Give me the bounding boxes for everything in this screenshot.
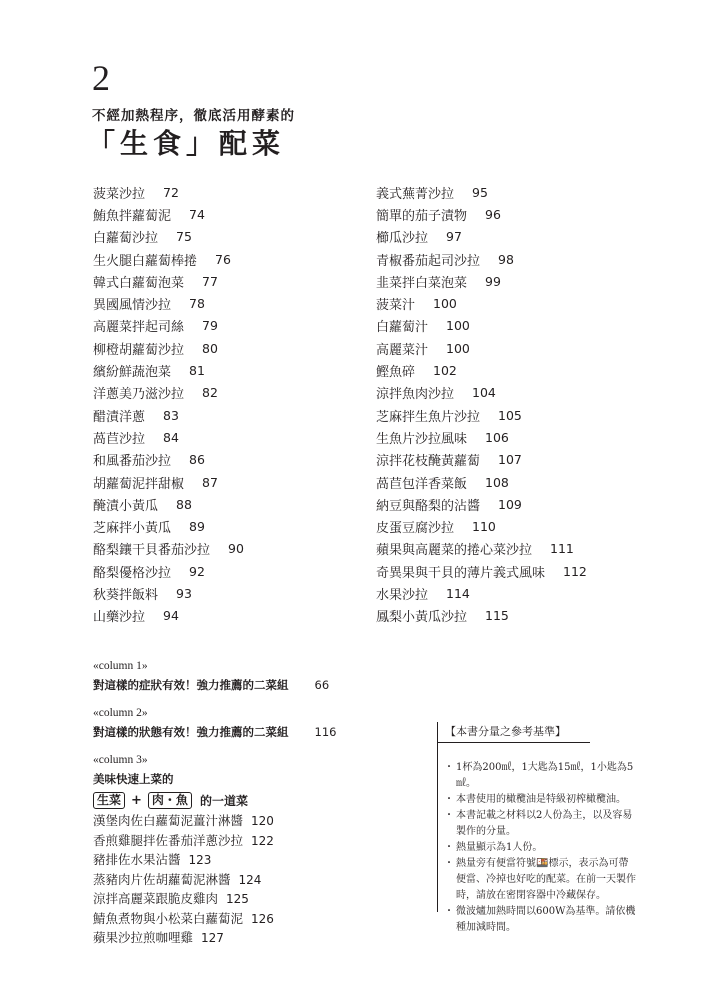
column-3-item — [93, 870, 403, 890]
column-3-line1: 美味快速上菜的 — [93, 772, 174, 786]
toc-entry — [93, 471, 244, 493]
column-3-item-page: 126 — [251, 911, 274, 926]
toc-entry-page: 96 — [485, 206, 501, 222]
toc-entry-title: 和風番茄沙拉 — [93, 454, 172, 470]
toc-entry — [376, 337, 587, 359]
notes-box — [437, 722, 643, 933]
toc-entry-page: 77 — [202, 273, 218, 289]
toc-entry-page: 86 — [189, 452, 205, 468]
toc-entry — [93, 359, 244, 381]
column-3-item-title: 涼拌高麗菜跟脆皮雞肉 — [93, 891, 219, 906]
toc-entry-title: 山藥沙拉 — [93, 610, 146, 626]
toc-entry — [376, 203, 587, 225]
column-3-item-page: 120 — [251, 814, 274, 828]
toc-entry-page: 106 — [485, 429, 509, 445]
toc-entry-title: 鳳梨小黃瓜沙拉 — [376, 610, 468, 626]
notes-list — [456, 760, 638, 936]
column-3-item-page: 125 — [226, 892, 249, 906]
column-1-page: 66 — [314, 678, 330, 692]
toc-entry-title: 萵苣包洋香菜飯 — [376, 476, 468, 492]
column-3-item-page: 123 — [188, 853, 212, 867]
column-3-item — [93, 928, 403, 948]
toc-entry-page: 75 — [176, 229, 192, 245]
note-item: ・ 熱量旁有便當符號🍱標示，表示為可帶便當、冷掉也好吃的配菜。在前一天製作時，請放在密閉容器中冷藏保存。 — [456, 856, 638, 904]
toc-entry-title: 萵苣沙拉 — [93, 431, 146, 447]
toc-entry-title: 鮪魚拌蘿蔔泥 — [93, 208, 172, 224]
column-3-combo — [93, 789, 403, 811]
toc-entry — [376, 226, 587, 248]
toc-entry-title: 皮蛋豆腐沙拉 — [376, 521, 455, 537]
toc-entry — [93, 181, 244, 203]
toc-entry-title: 納豆與酪梨的沾醬 — [376, 498, 481, 514]
column-1-label: «column 1» — [93, 660, 148, 672]
notes-rule — [438, 742, 590, 743]
toc-left-column — [93, 181, 244, 627]
toc-entry-page: 95 — [472, 184, 488, 200]
toc-entry-title: 異國風情沙拉 — [93, 298, 172, 314]
toc-entry — [376, 515, 587, 537]
toc-entry — [93, 560, 244, 582]
toc-entry-title: 洋蔥美乃滋沙拉 — [93, 387, 185, 403]
column-3-label: «column 3» — [93, 754, 148, 766]
toc-entry-page: 74 — [189, 206, 205, 222]
column-3-item-title: 豬排佐水果沾醬 — [93, 852, 181, 867]
column-3-item-page: 122 — [251, 833, 274, 848]
column-1-heading — [93, 675, 403, 695]
toc-entry — [93, 248, 244, 270]
toc-entry — [376, 605, 587, 627]
note-item: ・ 本書記載之材料以2人份為主，以及容易製作的分量。 — [456, 808, 638, 840]
meat-fish-box: 肉・魚 — [148, 792, 192, 809]
column-2-heading — [93, 722, 403, 742]
toc-entry-title: 青椒番茄起司沙拉 — [376, 253, 481, 269]
toc-entry-title: 柳橙胡蘿蔔沙拉 — [93, 342, 185, 358]
column-3-item — [93, 850, 403, 870]
chapter-subtitle: 不經加熱程序，徹底活用酵素的 — [92, 108, 295, 124]
toc-entry-title: 菠菜汁 — [376, 298, 416, 314]
toc-entry — [93, 270, 244, 292]
toc-entry — [376, 181, 587, 203]
raw-veg-box: 生菜 — [93, 792, 125, 809]
note-item: ・ 微波爐加熱時間以600W為基準。請依機種加減時間。 — [456, 904, 638, 936]
column-3-item — [93, 831, 403, 851]
toc-entry-page: 110 — [472, 519, 496, 535]
note-item: ・ 1杯為200㎖，1大匙為15㎖，1小匙為5㎖。 — [456, 760, 638, 792]
column-2-title: 對這樣的狀態有效！強力推薦的二菜組 — [93, 725, 289, 739]
note-item: ・ 熱量顯示為1人份。 — [456, 840, 638, 856]
toc-entry-page: 92 — [189, 563, 205, 579]
toc-entry — [376, 538, 587, 560]
toc-entry-page: 79 — [202, 318, 218, 334]
toc-entry — [376, 359, 587, 381]
toc-entry — [93, 515, 244, 537]
toc-entry-title: 醋漬洋蔥 — [93, 409, 146, 425]
toc-entry — [376, 426, 587, 448]
toc-entry-page: 93 — [176, 585, 192, 601]
toc-entry-page: 112 — [563, 563, 587, 579]
toc-entry-title: 高麗菜汁 — [376, 342, 429, 358]
toc-entry — [376, 315, 587, 337]
toc-entry-title: 秋葵拌飯料 — [93, 587, 159, 603]
column-3-item — [93, 909, 403, 929]
toc-entry — [93, 605, 244, 627]
toc-entry — [376, 560, 587, 582]
toc-entry — [93, 315, 244, 337]
toc-entry-title: 義式蕪菁沙拉 — [376, 186, 455, 202]
toc-entry — [93, 382, 244, 404]
toc-entry-page: 114 — [446, 585, 470, 601]
toc-entry-page: 108 — [485, 474, 509, 490]
toc-entry-title: 繽紛鮮蔬泡菜 — [93, 365, 172, 381]
toc-entry-page: 78 — [189, 296, 205, 312]
toc-entry-title: 酪梨優格沙拉 — [93, 565, 172, 581]
toc-entry-title: 白蘿蔔汁 — [376, 320, 429, 336]
toc-entry — [93, 203, 244, 225]
column-3-item-title: 漢堡肉佐白蘿蔔泥薑汁淋醬 — [93, 813, 244, 828]
toc-entry-page: 82 — [202, 385, 218, 401]
toc-entry-page: 94 — [163, 608, 179, 624]
toc-entry-title: 生火腿白蘿蔔棒捲 — [93, 253, 198, 269]
toc-entry-page: 107 — [498, 452, 522, 468]
toc-entry — [376, 248, 587, 270]
toc-entry-page: 105 — [498, 407, 522, 423]
toc-entry-title: 醃漬小黃瓜 — [93, 498, 159, 514]
toc-entry — [93, 337, 244, 359]
toc-entry-page: 72 — [163, 184, 179, 200]
notes-title: 【本書分量之參考基準】 — [445, 725, 566, 738]
toc-entry-title: 酪梨鑲干貝番茄沙拉 — [93, 543, 211, 559]
column-3-items — [93, 811, 403, 948]
toc-entry-title: 韭菜拌白菜泡菜 — [376, 275, 468, 291]
toc-right-column — [376, 181, 587, 627]
toc-entry-page: 87 — [202, 474, 218, 490]
toc-entry-title: 高麗菜拌起司絲 — [93, 320, 185, 336]
toc-entry — [93, 226, 244, 248]
toc-entry-title: 水果沙拉 — [376, 587, 429, 603]
toc-entry — [376, 582, 587, 604]
toc-entry-title: 涼拌花枝醃黃蘿蔔 — [376, 454, 481, 470]
toc-entry-page: 111 — [550, 541, 574, 557]
column-3-item-title: 鯖魚煮物與小松菜白蘿蔔泥 — [93, 910, 244, 926]
chapter-number: 2 — [92, 58, 110, 98]
toc-entry-title: 涼拌魚肉沙拉 — [376, 387, 455, 403]
toc-entry-page: 97 — [446, 229, 462, 245]
toc-entry — [376, 382, 587, 404]
toc-entry — [376, 449, 587, 471]
toc-entry-title: 韓式白蘿蔔泡菜 — [93, 275, 185, 291]
toc-entry-page: 76 — [215, 251, 231, 267]
toc-entry-page: 100 — [433, 296, 457, 312]
toc-entry-title: 菠菜沙拉 — [93, 186, 146, 202]
toc-entry-title: 奇異果與干貝的薄片義式風味 — [376, 565, 546, 581]
toc-entry-title: 芝麻拌小黃瓜 — [93, 521, 172, 537]
toc-entry-title: 櫛瓜沙拉 — [376, 231, 429, 247]
toc-entry-page: 115 — [485, 608, 509, 624]
toc-entry — [93, 493, 244, 515]
toc-entry-page: 99 — [485, 273, 501, 289]
plus-sign: + — [131, 792, 142, 808]
toc-entry-page: 109 — [498, 496, 522, 512]
column-3-item-title: 香煎雞腿拌佐番茄洋蔥沙拉 — [93, 832, 244, 848]
toc-entry-page: 100 — [446, 318, 470, 334]
toc-entry-title: 蘋果與高麗菜的捲心菜沙拉 — [376, 543, 533, 559]
toc-entry-page: 89 — [189, 519, 205, 535]
toc-entry — [376, 404, 587, 426]
column-2-label: «column 2» — [93, 707, 148, 719]
toc-entry — [93, 582, 244, 604]
toc-entry-page: 80 — [202, 340, 218, 356]
toc-entry-page: 84 — [163, 429, 179, 445]
column-3-item-title: 蒸豬肉片佐胡蘿蔔泥淋醬 — [93, 871, 231, 887]
toc-entry — [93, 538, 244, 560]
toc-entry-page: 100 — [446, 340, 470, 356]
toc-entry-title: 胡蘿蔔泥拌甜椒 — [93, 476, 185, 492]
toc-entry-title: 生魚片沙拉風味 — [376, 431, 468, 447]
toc-entry — [93, 404, 244, 426]
column-3-item — [93, 811, 403, 831]
toc-entry-page: 98 — [498, 251, 514, 267]
toc-entry — [376, 270, 587, 292]
column-3-item — [93, 889, 403, 909]
toc-entry — [93, 426, 244, 448]
chapter-title: 「生食」配菜 — [87, 127, 286, 160]
toc-entry — [376, 292, 587, 314]
toc-entry-page: 90 — [228, 541, 244, 557]
toc-entry-page: 83 — [163, 407, 179, 423]
column-3-item-page: 124 — [238, 872, 262, 887]
toc-entry-page: 102 — [433, 363, 457, 379]
toc-entry-page: 104 — [472, 385, 496, 401]
column-section — [93, 657, 403, 948]
column-2-page: 116 — [314, 725, 337, 739]
toc-entry-title: 鰹魚碎 — [376, 365, 416, 381]
toc-entry-page: 88 — [176, 496, 192, 512]
toc-entry — [376, 471, 587, 493]
note-item: ・ 本書使用的橄欖油是特級初榨橄欖油。 — [456, 792, 638, 808]
toc-entry-title: 白蘿蔔沙拉 — [93, 231, 159, 247]
toc-entry-page: 81 — [189, 363, 205, 379]
column-3-item-title: 蘋果沙拉煎咖哩雞 — [93, 930, 194, 945]
toc-entry — [93, 292, 244, 314]
column-3-item-page: 127 — [201, 931, 224, 945]
toc-entry — [376, 493, 587, 515]
column-1-title: 對這樣的症狀有效！強力推薦的二菜組 — [93, 678, 289, 692]
toc-entry-title: 芝麻拌生魚片沙拉 — [376, 409, 481, 425]
toc-entry-title: 簡單的茄子漬物 — [376, 208, 468, 224]
toc-entry — [93, 449, 244, 471]
column-3-rest: 的一道菜 — [199, 793, 248, 808]
